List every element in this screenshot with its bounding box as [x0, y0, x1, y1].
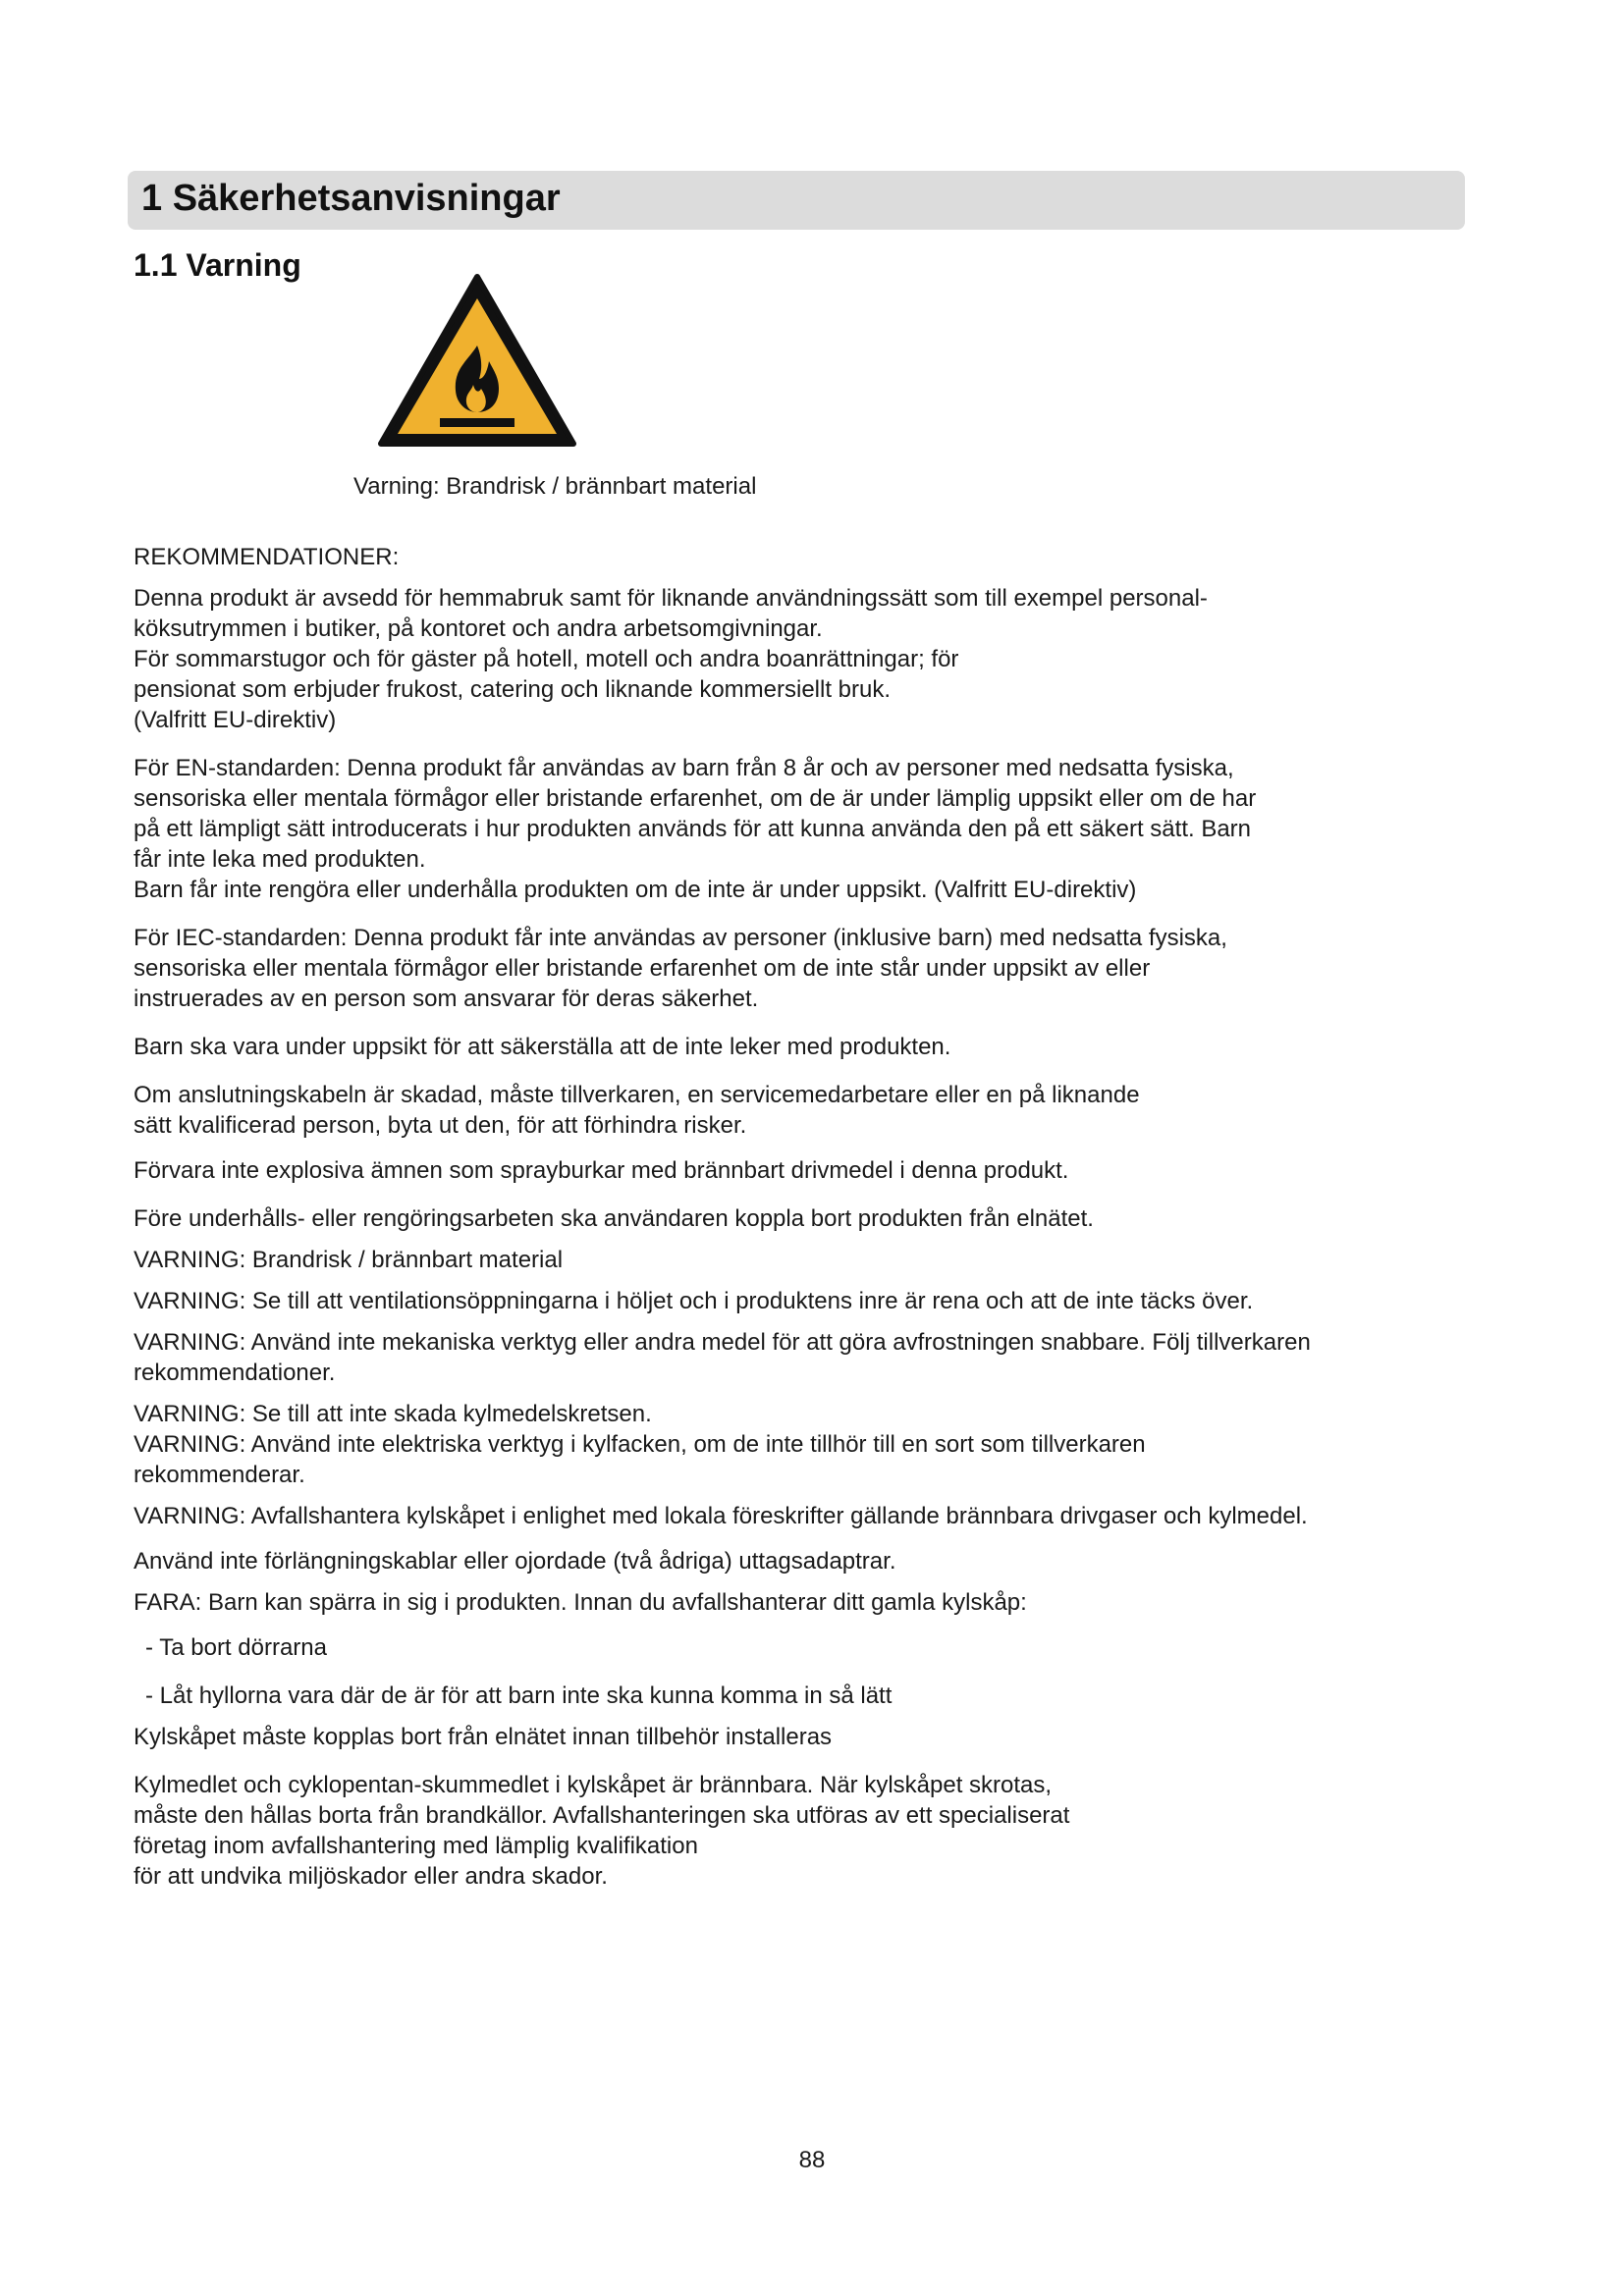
page-number: 88: [798, 2147, 826, 2173]
en-standard-line: får inte leka med produkten.: [134, 846, 426, 873]
iec-standard-line: instruerades av en person som ansvarar för deras säkerhet.: [134, 986, 759, 1012]
cyclopentane-line: för att undvika miljöskador eller andra skador.: [134, 1863, 608, 1890]
cyclopentane-line: måste den hållas borta från brandkällor. Avfallshanteringen ska utföras av ett specialiserat: [134, 1802, 1070, 1829]
warning-defrost: rekommendationer.: [134, 1360, 336, 1386]
usage-line: För sommarstugor och för gäster på hotell, motell och andra boanrättningar; för: [134, 646, 959, 672]
en-standard-line: För EN-standarden: Denna produkt får användas av barn från 8 år och av personer med nedsatta fysiska,: [134, 755, 1234, 781]
en-standard-line: Barn får inte rengöra eller underhålla produkten om de inte är under uppsikt. (Valfritt EU-direktiv): [134, 877, 1137, 903]
cyclopentane-line: företag inom avfallshantering med lämplig kvalifikation: [134, 1833, 698, 1859]
usage-line: (Valfritt EU-direktiv): [134, 707, 337, 733]
flammable-warning-icon: [377, 271, 577, 450]
iec-standard-line: sensoriska eller mentala förmågor eller bristande erfarenhet om de inte står under uppsikt av eller: [134, 955, 1151, 982]
warning-electric: VARNING: Använd inte elektriska verktyg i kylfacken, om de inte tillhör till en sort som tillverkaren: [134, 1431, 1146, 1458]
cyclopentane-line: Kylmedlet och cyklopentan-skummedlet i kylskåpet är brännbara. När kylskåpet skrotas,: [134, 1772, 1053, 1798]
iec-standard-line: För IEC-standarden: Denna produkt får inte användas av personer (inklusive barn) med nedsatta fysiska,: [134, 925, 1227, 951]
accessories-disconnect: Kylskåpet måste kopplas bort från elnätet innan tillbehör installeras: [134, 1724, 833, 1750]
cable-line: sätt kvalificerad person, byta ut den, för att förhindra risker.: [134, 1112, 747, 1139]
recommendations-heading: REKOMMENDATIONER:: [134, 544, 400, 570]
en-standard-line: sensoriska eller mentala förmågor eller bristande erfarenhet, om de är under lämplig uppsikt eller om de har: [134, 785, 1257, 812]
warning-fire: VARNING: Brandrisk / brännbart material: [134, 1247, 564, 1273]
children-supervision: Barn ska vara under uppsikt för att säkerställa att de inte leker med produkten.: [134, 1034, 951, 1060]
usage-line: pensionat som erbjuder frukost, catering och liknande kommersiellt bruk.: [134, 676, 892, 703]
document-body: [134, 542, 1459, 1892]
warning-electric: rekommenderar.: [134, 1462, 305, 1488]
subsection-title: 1.1 Varning: [134, 247, 301, 283]
warning-defrost: VARNING: Använd inte mekaniska verktyg eller andra medel för att göra avfrostningen snabbare. Följ tillverkaren: [134, 1329, 1311, 1356]
en-standard-line: på ett lämpligt sätt introducerats i hur produkten används för att kunna använda den på ett säkert sätt. Barn: [134, 816, 1252, 842]
warning-disposal: VARNING: Avfallshantera kylskåpet i enlighet med lokala föreskrifter gällande brännbara drivgaser och kylmedel.: [134, 1503, 1308, 1529]
burning-surface-line: [440, 418, 514, 427]
explosive-substances: Förvara inte explosiva ämnen som sprayburkar med brännbart drivmedel i denna produkt.: [134, 1157, 1069, 1184]
danger-step: - Låt hyllorna vara där de är för att barn inte ska kunna komma in så lätt: [145, 1682, 893, 1709]
warning-refrigerant: VARNING: Se till att inte skada kylmedelskretsen.: [134, 1401, 652, 1427]
maintenance-disconnect: Före underhålls- eller rengöringsarbeten ska användaren koppla bort produkten från elnätet.: [134, 1205, 1094, 1232]
warning-ventilation: VARNING: Se till att ventilationsöppningarna i höljet och i produktens inre är rena och att de inte täcks över.: [134, 1288, 1254, 1314]
extension-cables: Använd inte förlängningskablar eller ojordade (två ådriga) uttagsadaptrar.: [134, 1548, 896, 1575]
section-title: 1 Säkerhetsanvisningar: [141, 178, 561, 219]
cable-line: Om anslutningskabeln är skadad, måste tillverkaren, en servicemedarbetare eller en på liknande: [134, 1082, 1140, 1108]
usage-line: Denna produkt är avsedd för hemmabruk samt för liknande användningssätt som till exempel personal-: [134, 585, 1208, 612]
danger-step: - Ta bort dörrarna: [145, 1634, 327, 1661]
usage-line: köksutrymmen i butiker, på kontoret och andra arbetsomgivningar.: [134, 615, 823, 642]
danger-entrapment: FARA: Barn kan spärra in sig i produkten. Innan du avfallshanterar ditt gamla kylskåp:: [134, 1589, 1027, 1616]
warning-icon-caption: Varning: Brandrisk / brännbart material: [353, 473, 757, 500]
